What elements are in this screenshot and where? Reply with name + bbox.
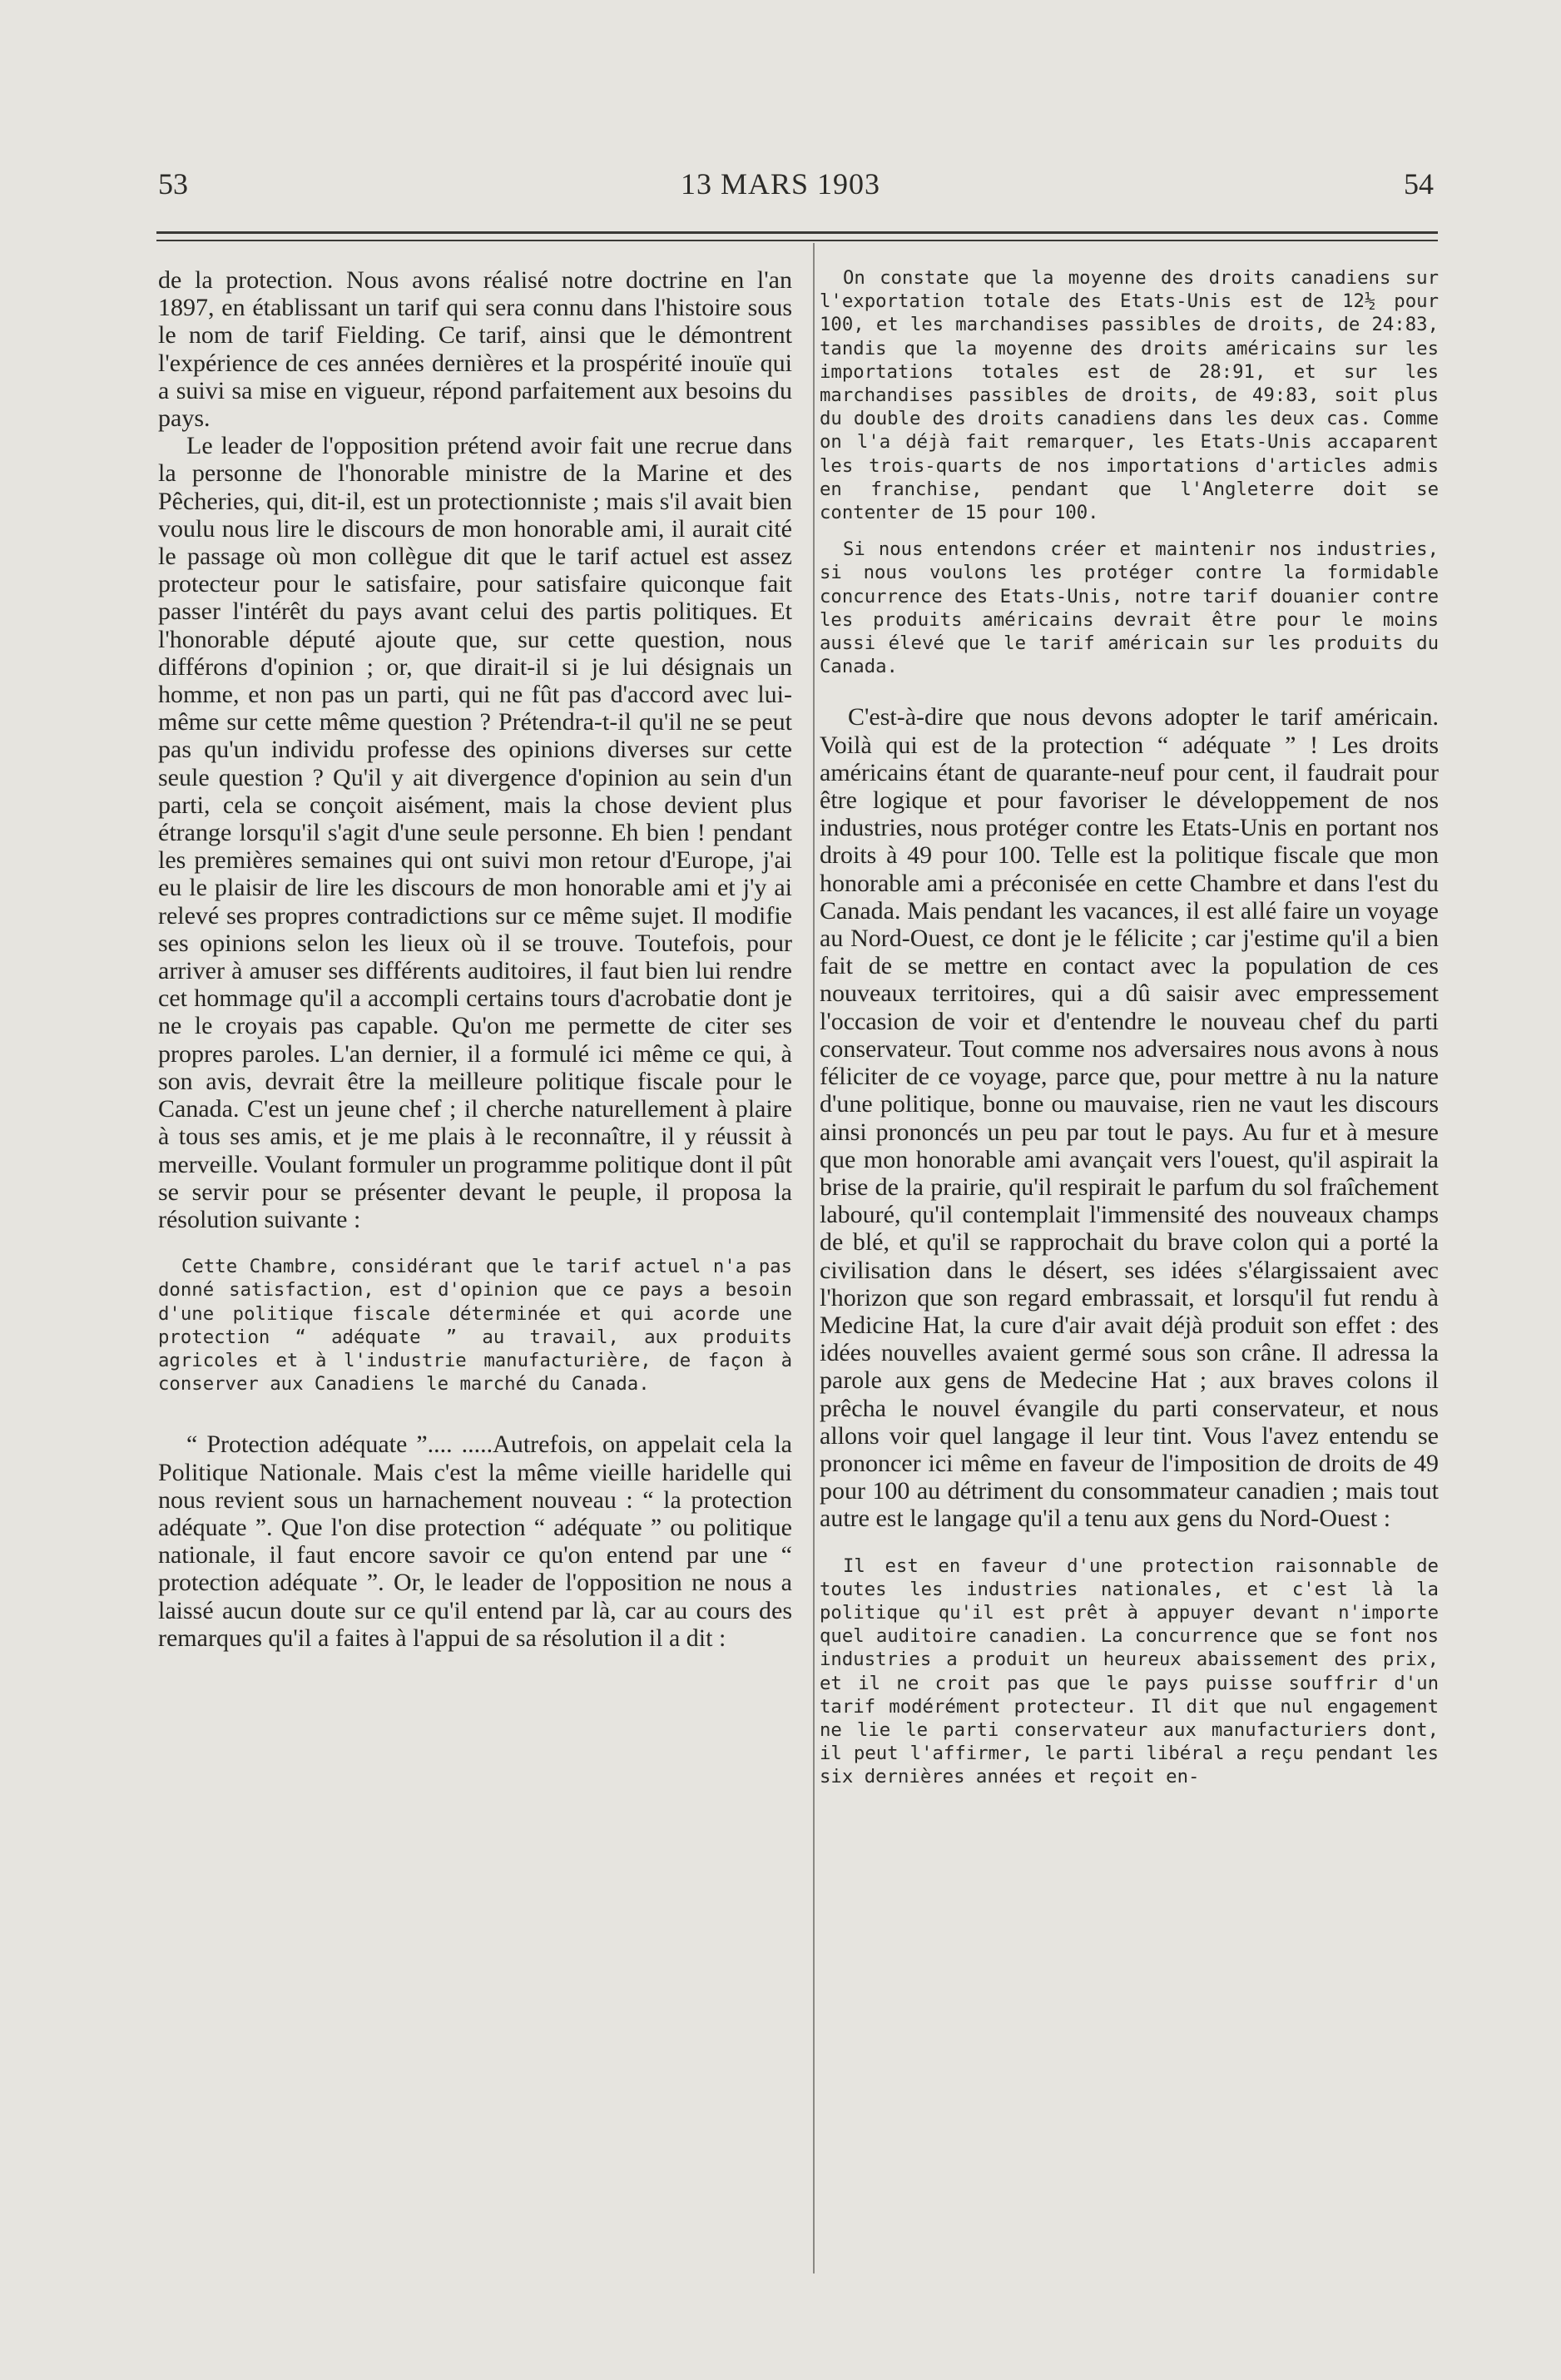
left-column xyxy=(158,266,792,1652)
quoted-passage: Si nous entendons créer et maintenir nos industries, si nous voulons les protéger contre la formidable concurrence des Etats-Unis, notre tarif douanier contre les produits américains devrait être pour le moins aussi élevé que le tarif américain sur les produits du Canada. xyxy=(820,538,1439,678)
quoted-passage: On constate que la moyenne des droits canadiens sur l'exportation totale des Etats-Unis est de 12½ pour 100, et les marchandises passibles de droits, de 24:83, tandis que la moyenne des droits américains sur les importations totales est de 28:91, et sur les marchandises passibles de droits, de 49:83, soit plus du double des droits canadiens dans les deux cas. Comme on l'a déjà fait remarquer, les Etats-Unis accaparent les trois-quarts de nos importations d'articles admis en franchise, pendant que l'Angleterre doit se contenter de 15 pour 100. xyxy=(820,267,1439,524)
right-column xyxy=(820,266,1439,1789)
header-rule xyxy=(156,231,1438,234)
page-number-right: 54 xyxy=(1404,167,1434,201)
page-date: 13 MARS 1903 xyxy=(680,167,881,201)
paragraph: de la protection. Nous avons réalisé notre doctrine en l'an 1897, en établissant un tarif qui sera connu dans l'histoire sous le nom de tarif Fielding. Ce tarif, ainsi que le démontrent l'expérience de ces années dernières et la prospérité inouïe qui a suivi sa mise en vigueur, répond parfaitement aux besoins du pays. xyxy=(158,266,792,433)
paragraph: C'est-à-dire que nous devons adopter le tarif américain. Voilà qui est de la protection “ adéquate ” ! Les droits américains étant de quarante-neuf pour cent, il faudrait pour être logique et pour favoriser le développement de nos industries, nous protéger contre les Etats-Unis en portant nos droits à 49 pour 100. Telle est la politique fiscale que mon honorable ami a préconisée en cette Chambre et dans l'est du Canada. Mais pendant les vacances, il est allé faire un voyage au Nord-Ouest, ce dont je le félicite ; car j'estime qu'il a bien fait de se mettre en contact avec la population de ces nouveaux territoires, qui a dû saisir avec empressement l'occasion de voir et d'entendre le nouveau chef du parti conservateur. Tout comme nos adversaires nous avons à nous féliciter de ce voyage, parce que, pour mettre à nu la nature d'une politique, bonne ou mauvaise, rien ne vaut les discours ainsi prononcés un peu par tout le pays. Au fur et à mesure que mon honorable ami avançait vers l'ouest, qu'il aspirait la brise de la prairie, qu'il respirait le parfum du sol fraîchement labouré, qu'il contemplait l'immensité des nouveaux champs de blé, et qu'il se rapprochait du brave colon qui a porté la civilisation dans le désert, ses idées s'élargissaient avec l'horizon que son regard embrassait, et lorsqu'il fut rendu à Medicine Hat, la cure d'air avait déjà produit son effet : des idées nouvelles avaient germé sous son crâne. Il adressa la parole aux gens de Medecine Hat ; aux braves colons il prêcha le nouvel évangile du parti conservateur, et nous allons voir quel langage il leur tint. Vous l'avez entendu se prononcer ici même en faveur de l'imposition de droits de 49 pour 100 au détriment du consommateur canadien ; mais tout autre est le langage qu'il a tenu aux gens du Nord-Ouest : xyxy=(820,703,1439,1533)
header-rule xyxy=(156,240,1438,241)
page-number-left: 53 xyxy=(158,167,188,201)
quoted-passage: Il est en faveur d'une protection raisonnable de toutes les industries nationales, et c'est là la politique qu'il est prêt à appuyer devant n'importe quel auditoire canadien. La concurrence que se font nos industries a produit un heureux abaissement des prix, et il ne croit pas que le pays puisse souffrir d'un tarif modérément protecteur. Il dit que nul engagement ne lie le parti conservateur aux manufacturiers dont, il peut l'affirmer, le parti libéral a reçu pendant les six dernières années et reçoit en- xyxy=(820,1554,1439,1788)
column-divider xyxy=(813,243,815,2273)
paragraph: “ Protection adéquate ”.... .....Autrefois, on appelait cela la Politique Nationale. Mais c'est la même vieille haridelle qui nous revient sous un harnachement nouveau : “ la protection adéquate ”. Que l'on dise protection “ adéquate ” ou politique nationale, il faut encore savoir ce qu'on entend par une “ protection adéquate ”. Or, le leader de l'opposition ne nous a laissé aucun doute sur ce qu'il entend par là, car au cours des remarques qu'il a faites à l'appui de sa résolution il a dit : xyxy=(158,1430,792,1652)
quoted-resolution: Cette Chambre, considérant que le tarif actuel n'a pas donné satisfaction, est d'opinion que ce pays a besoin d'une politique fiscale déterminée et qui acorde une protection “ adéquate ” au travail, aux produits agricoles et à l'industrie manufacturière, de façon à conserver aux Canadiens le marché du Canada. xyxy=(158,1256,792,1396)
paragraph: Le leader de l'opposition prétend avoir fait une recrue dans la personne de l'honorable ministre de la Marine et des Pêcheries, qui, dit-il, est un protectionniste ; mais s'il avait bien voulu nous lire le discours de mon honorable ami, il aurait cité le passage où mon collègue dit que le tarif actuel est assez protecteur pour le satisfaire, pour satisfaire quiconque fait passer l'intérêt du pays avant celui des partis politiques. Et l'honorable député ajoute que, sur cette question, nous différons d'opinion ; or, que dirait-il si je lui désignais un homme, et non pas un parti, qui ne fût pas d'accord avec lui-même sur cette même question ? Prétendra-t-il qu'il ne se peut pas qu'un individu professe des opinions diverses sur cette seule question ? Qu'il y ait divergence d'opinion au sein d'un parti, cela se conçoit aisément, mais la chose devient plus étrange lorsqu'il s'agit d'une seule personne. Eh bien ! pendant les premières semaines qui ont suivi mon retour d'Europe, j'ai eu le plaisir de lire les discours de mon honorable ami et j'y ai relevé ses propres contradictions sur ce même sujet. Il modifie ses opinions selon les lieux où il se trouve. Toutefois, pour arriver à amuser ses différents auditoires, il faut bien lui rendre cet hommage qu'il a accompli certains tours d'acrobatie dont je ne le croyais pas capable. Qu'on me permette de citer ses propres paroles. L'an dernier, il a formulé ici même ce qui, à son avis, devrait être la meilleure politique fiscale pour le Canada. C'est un jeune chef ; il cherche naturellement à plaire à tous ses amis, et je me plais à le reconnaître, il y réussit à merveille. Voulant formuler un programme politique dont il pût se servir pour se présenter devant le peuple, il proposa la résolution suivante : xyxy=(158,432,792,1233)
